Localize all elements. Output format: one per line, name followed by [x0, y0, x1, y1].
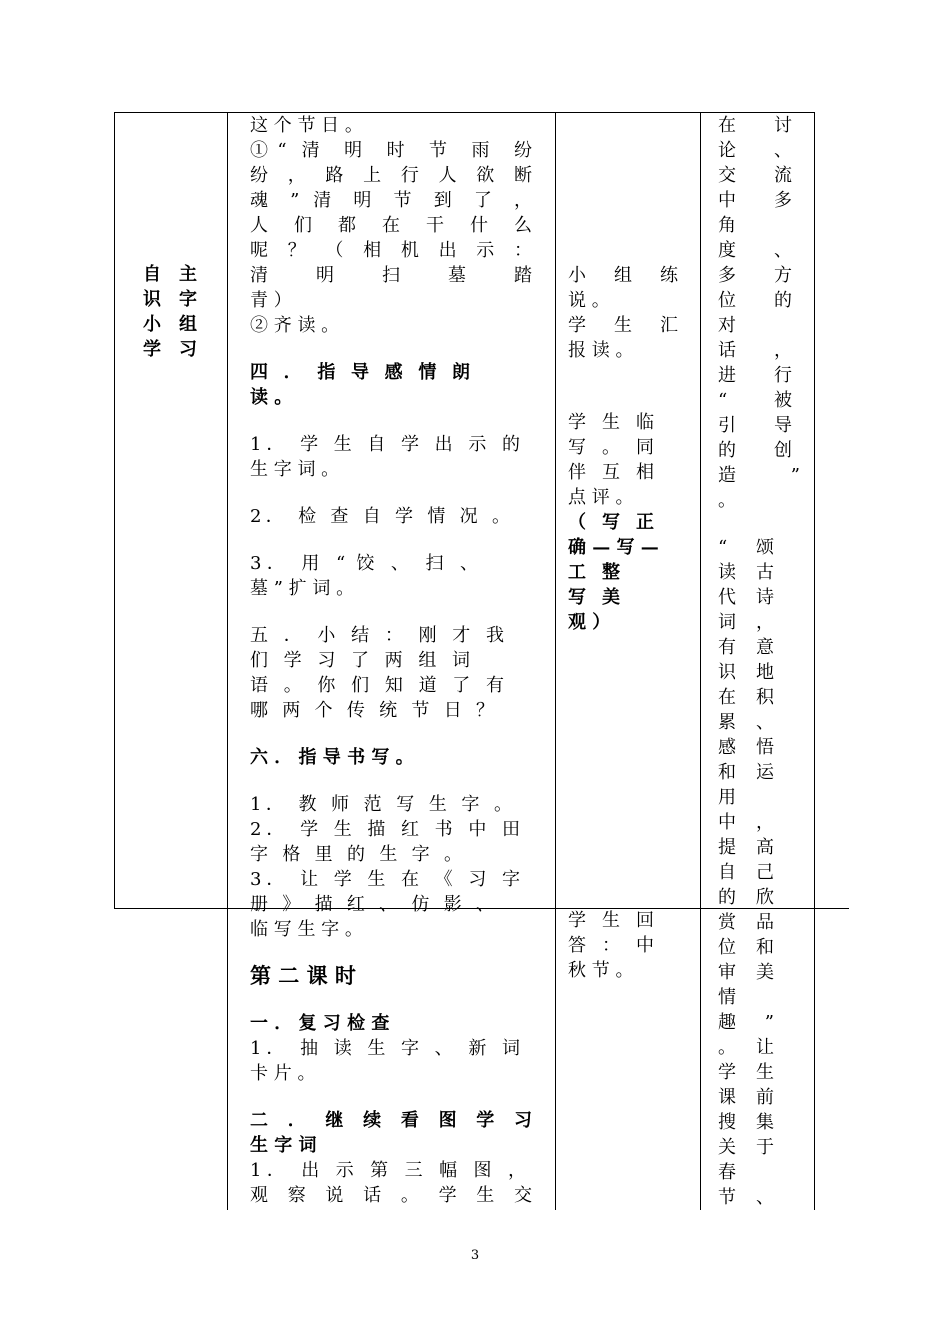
- bold-line: （ 写 正: [568, 512, 654, 533]
- text-line: 用: [718, 787, 736, 808]
- text-line: 1． 教 师 范 写 生 字 。: [250, 794, 512, 815]
- text-line: 中 多: [718, 190, 792, 211]
- text-line: 论 、: [718, 140, 792, 161]
- bold-line: 写 美: [568, 587, 620, 608]
- text-line: 学 生 汇: [568, 315, 678, 336]
- text-line: 引 导: [718, 415, 792, 436]
- heading-line: 四 ． 指 导 感 情 朗: [250, 362, 470, 383]
- heading-line: 二 ． 继 续 看 图 学 习: [250, 1110, 532, 1131]
- column-divider-1: [227, 112, 228, 1210]
- text-line: 卡 片 。: [250, 1063, 316, 1084]
- text-line: 清 明 扫 墓 踏: [250, 265, 532, 286]
- text-line: 中 ，: [718, 812, 774, 833]
- text-line: 学 生: [718, 1062, 774, 1083]
- column-divider-2: [555, 112, 556, 1210]
- text-line: 五 ． 小 结 ： 刚 才 我: [250, 625, 504, 646]
- lesson-heading: 第 二 课 时: [250, 963, 356, 988]
- text-line: 交 流: [718, 165, 792, 186]
- text-line: 3． 用 “ 饺 、 扫 、: [250, 553, 478, 574]
- text-line: “ 被: [718, 390, 792, 411]
- text-line: 临 写 生 字 。: [250, 919, 363, 940]
- text-line: 度 、: [718, 240, 792, 261]
- text-line: 的 创: [718, 440, 792, 461]
- column-divider-3: [700, 112, 701, 1210]
- text-line: 角: [718, 215, 736, 236]
- heading-line: 六 ． 指 导 书 写 。: [250, 747, 414, 768]
- text-line: 趣 ”: [718, 1012, 774, 1033]
- text-line: 伴 互 相: [568, 462, 654, 483]
- text-line: 情: [718, 987, 736, 1008]
- text-line: 答 ： 中: [568, 935, 654, 956]
- text-line: 。 让: [718, 1037, 774, 1058]
- text-line: 墓 ” 扩 词 。: [250, 578, 355, 599]
- text-line: 学 生 临: [568, 412, 654, 433]
- text-line: 秋 节 。: [568, 960, 634, 981]
- text-line: 在 讨: [718, 115, 792, 136]
- text-line: 感 悟: [718, 737, 774, 758]
- label-line: 学 习: [143, 339, 197, 360]
- text-line: 1． 抽 读 生 字 、 新 词: [250, 1038, 520, 1059]
- text-line: 节 、: [718, 1187, 774, 1208]
- text-line: “ 颂: [718, 537, 774, 558]
- text-line: 位 的: [718, 290, 792, 311]
- text-line: 对: [718, 315, 736, 336]
- text-line: 位 和: [718, 937, 774, 958]
- bold-line: 工 整: [568, 562, 620, 583]
- text-line: 呢 ？ （ 相 机 出 示 ：: [250, 240, 532, 261]
- text-line: 进 行: [718, 365, 792, 386]
- text-line: 说 。: [568, 290, 610, 311]
- text-line: 搜 集: [718, 1112, 774, 1133]
- text-line: 纷 ， 路 上 行 人 欲 断: [250, 165, 532, 186]
- text-line: 点 评 。: [568, 487, 634, 508]
- text-line: 在 积: [718, 687, 774, 708]
- text-line: 哪 两 个 传 统 节 日 ？: [250, 700, 494, 721]
- text-line: 人 们 都 在 干 什 么: [250, 215, 532, 236]
- text-line: 赏 品: [718, 912, 774, 933]
- text-line: 关 于: [718, 1137, 774, 1158]
- text-line: 造 ”: [718, 465, 800, 486]
- text-line: 语 。 你 们 知 道 了 有: [250, 675, 504, 696]
- text-line: 1． 出 示 第 三 幅 图 ，: [250, 1160, 526, 1181]
- text-line: 识 地: [718, 662, 774, 683]
- heading-line: 一 ． 复 习 检 查: [250, 1013, 390, 1034]
- text-line: 青 ）: [250, 290, 292, 311]
- text-line: 1． 学 生 自 学 出 示 的: [250, 434, 520, 455]
- label-line: 小 组: [143, 314, 197, 335]
- text-line: 学 生 回: [568, 910, 654, 931]
- text-line: 课 前: [718, 1087, 774, 1108]
- text-line: 们 学 习 了 两 组 词: [250, 650, 470, 671]
- text-line: 代 诗: [718, 587, 774, 608]
- heading-line: 生 字 词: [250, 1135, 317, 1156]
- text-line: 观 察 说 话 。 学 生 交: [250, 1185, 532, 1206]
- text-line: ② 齐 读 。: [250, 315, 340, 336]
- text-line: 写 。 同: [568, 437, 654, 458]
- text-line: 字 格 里 的 生 字 。: [250, 844, 462, 865]
- label-line: 识 字: [143, 289, 197, 310]
- text-line: 和 运: [718, 762, 774, 783]
- text-line: 小 组 练: [568, 265, 678, 286]
- label-line: 自 主: [143, 264, 197, 285]
- text-line: 词 ，: [718, 612, 774, 633]
- text-line: 册 》 描 红 、 仿 影 、: [250, 894, 494, 915]
- text-line: 魂 ” 清 明 节 到 了 ，: [250, 190, 532, 211]
- text-line: 读 古: [718, 562, 774, 583]
- table-top-border: [114, 112, 814, 113]
- text-line: 3． 让 学 生 在 《 习 字: [250, 869, 520, 890]
- text-line: 话 ，: [718, 340, 792, 361]
- text-line: 自 己: [718, 862, 774, 883]
- page-number: 3: [470, 1248, 480, 1263]
- text-line: 报 读 。: [568, 340, 634, 361]
- text-line: 2． 学 生 描 红 书 中 田: [250, 819, 520, 840]
- text-line: 2． 检 查 自 学 情 况 。: [250, 506, 510, 527]
- text-line: 的 欣: [718, 887, 774, 908]
- text-line: 春: [718, 1162, 736, 1183]
- heading-line: 读 。: [250, 387, 293, 408]
- bold-line: 观 ）: [568, 612, 611, 633]
- text-line: ①“ 清 明 时 节 雨 纷: [250, 140, 532, 161]
- text-line: 提 高: [718, 837, 774, 858]
- table-right-border: [814, 112, 815, 1210]
- text-line: 审 美: [718, 962, 774, 983]
- text-line: 这 个 节 日 。: [250, 115, 363, 136]
- text-line: 多 方: [718, 265, 792, 286]
- bold-line: 确 — 写 —: [568, 537, 659, 558]
- table-left-border: [114, 112, 115, 909]
- text-line: 有 意: [718, 637, 774, 658]
- text-line: 累 、: [718, 712, 774, 733]
- text-line: 生 字 词 。: [250, 459, 340, 480]
- text-line: 。: [718, 490, 736, 511]
